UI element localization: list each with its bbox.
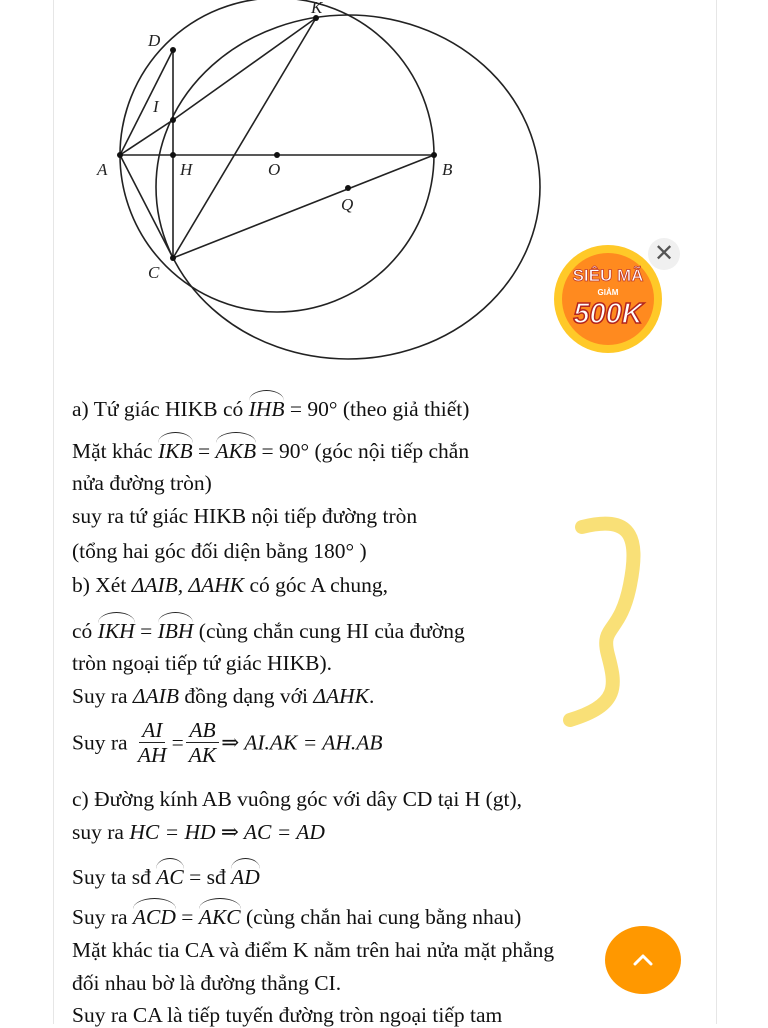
line-4: suy ra tứ giác HIKB nội tiếp đường tròn [72, 504, 418, 528]
label-d: D [148, 31, 161, 50]
line-14: Suy ra ACD = AKC (cùng chắn hai cung bằng nhau) [72, 905, 522, 929]
label-b: B [442, 160, 453, 179]
label-h: H [180, 160, 193, 179]
close-icon[interactable]: ✕ [648, 238, 680, 270]
line-15: Mặt khác tia CA và điểm K nằm trên hai nửa mặt phẳng [72, 938, 555, 962]
decorative-brush [560, 515, 660, 730]
angle-ihb: IHB [248, 397, 285, 421]
line-6: b) Xét ΔAIB, ΔAHK có góc A chung, [72, 573, 389, 597]
promo-sub: GIẢM [597, 288, 619, 297]
line-a: a) Tứ giác HIKB có IHB = 90° (theo giả thiết) [72, 397, 470, 421]
promo-amount: 500K [573, 298, 643, 330]
line-17: Suy ra CA là tiếp tuyến đường tròn ngoại tiếp tam [72, 1003, 503, 1027]
label-a: A [97, 160, 108, 179]
line-7: có IKH = IBH (cùng chắn cung HI của đường [72, 619, 465, 643]
label-o: O [268, 160, 281, 179]
scroll-top-button[interactable] [605, 926, 681, 994]
label-k: K [311, 0, 323, 17]
line-2: Mặt khác IKB = AKB = 90° (góc nội tiếp chắn [72, 439, 470, 463]
line-5: (tổng hai góc đối diện bằng 180° ) [72, 539, 367, 563]
line-9: Suy ra ΔAIB đồng dạng với ΔAHK. [72, 684, 375, 708]
chevron-up-icon [631, 952, 655, 968]
line-13: Suy ta sđ AC = sđ AD [72, 865, 260, 889]
line-8: tròn ngoại tiếp tứ giác HIKB). [72, 651, 333, 675]
line-3: nửa đường tròn) [72, 471, 212, 495]
line-10: Suy ra $\frac{AI}{AH}$ = $\frac{AB}{AK}$ ⇒ AI.AK = AH.AB [72, 718, 383, 767]
label-i: I [153, 97, 159, 116]
label-q: Q [341, 195, 354, 214]
line-16: đối nhau bờ là đường thẳng CI. [72, 971, 342, 995]
promo-title: SIÊU MÃ [572, 266, 644, 285]
line-11: c) Đường kính AB vuông góc với dây CD tại H (gt), [72, 787, 523, 811]
line-12: suy ra HC = HD ⇒ AC = AD [72, 820, 325, 844]
label-c: C [148, 263, 160, 282]
